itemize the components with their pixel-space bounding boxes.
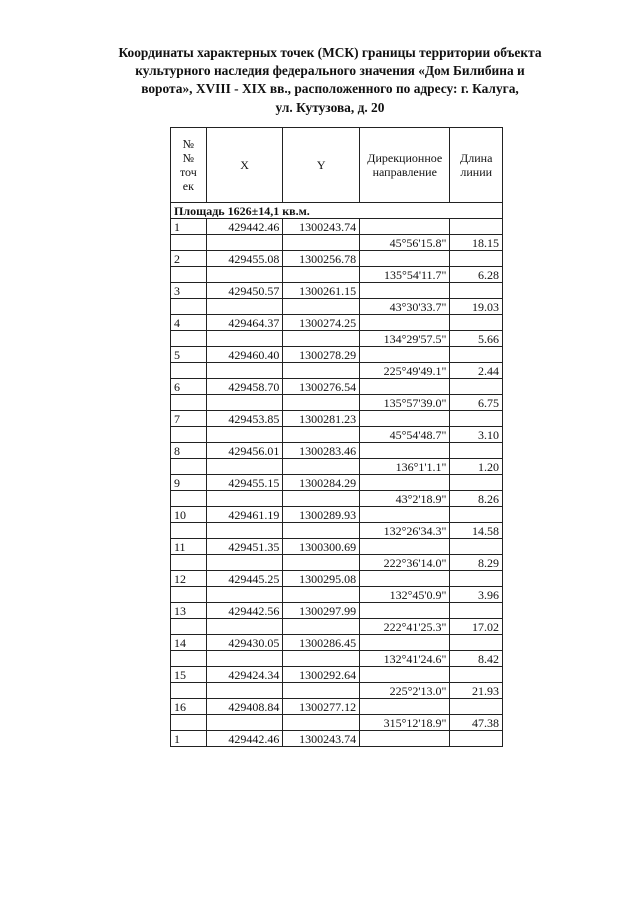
direction-cell: 315°12'18.9" <box>360 715 450 731</box>
table-row-point <box>171 251 503 267</box>
point-number-cell <box>171 267 207 283</box>
direction-cell <box>360 699 450 715</box>
point-number-cell <box>171 331 207 347</box>
direction-cell <box>360 635 450 651</box>
length-cell: 1.20 <box>450 459 503 475</box>
x-coordinate-cell: 429464.37 <box>206 315 283 331</box>
direction-cell: 132°41'24.6" <box>360 651 450 667</box>
y-coordinate-cell: 1300300.69 <box>283 539 360 555</box>
area-value: Площадь 1626±14,1 кв.м. <box>171 203 503 219</box>
table-row-segment <box>171 683 503 699</box>
length-cell <box>450 699 503 715</box>
x-coordinate-cell: 429450.57 <box>206 283 283 299</box>
direction-cell: 222°36'14.0" <box>360 555 450 571</box>
length-cell: 5.66 <box>450 331 503 347</box>
direction-cell <box>360 283 450 299</box>
table-row-segment <box>171 363 503 379</box>
title-line: ворота», XVIII - XIX вв., расположенного по адресу: г. Калуга, <box>141 81 519 97</box>
length-cell <box>450 667 503 683</box>
y-coordinate-cell <box>283 587 360 603</box>
title-line: культурного наследия федерального значения «Дом Билибина и <box>135 63 525 79</box>
length-cell <box>450 251 503 267</box>
table-row-point <box>171 571 503 587</box>
point-number-cell: 5 <box>171 347 207 363</box>
y-coordinate-cell: 1300289.93 <box>283 507 360 523</box>
length-cell <box>450 411 503 427</box>
y-coordinate-cell <box>283 235 360 251</box>
y-coordinate-cell: 1300274.25 <box>283 315 360 331</box>
length-cell: 14.58 <box>450 523 503 539</box>
x-coordinate-cell <box>206 395 283 411</box>
table-row-segment <box>171 555 503 571</box>
length-cell: 18.15 <box>450 235 503 251</box>
direction-cell: 135°54'11.7" <box>360 267 450 283</box>
point-number-cell: 1 <box>171 219 207 235</box>
table-row-segment <box>171 619 503 635</box>
x-coordinate-cell: 429461.19 <box>206 507 283 523</box>
x-coordinate-cell: 429408.84 <box>206 699 283 715</box>
x-coordinate-cell <box>206 651 283 667</box>
length-cell: 6.75 <box>450 395 503 411</box>
x-coordinate-cell <box>206 299 283 315</box>
table-row-point <box>171 603 503 619</box>
length-cell <box>450 219 503 235</box>
y-coordinate-cell <box>283 363 360 379</box>
table-row-point <box>171 667 503 683</box>
header-length: Длина линии <box>450 128 503 203</box>
table-row-segment <box>171 587 503 603</box>
table-row-point <box>171 507 503 523</box>
point-number-cell: 10 <box>171 507 207 523</box>
y-coordinate-cell: 1300286.45 <box>283 635 360 651</box>
x-coordinate-cell: 429455.08 <box>206 251 283 267</box>
x-coordinate-cell <box>206 715 283 731</box>
y-coordinate-cell: 1300297.99 <box>283 603 360 619</box>
direction-cell: 45°56'15.8" <box>360 235 450 251</box>
direction-cell: 132°26'34.3" <box>360 523 450 539</box>
point-number-cell: 16 <box>171 699 207 715</box>
y-coordinate-cell <box>283 267 360 283</box>
x-coordinate-cell <box>206 683 283 699</box>
direction-cell <box>360 571 450 587</box>
document-title <box>100 44 560 117</box>
point-number-cell <box>171 395 207 411</box>
table-row-point <box>171 475 503 491</box>
y-coordinate-cell <box>283 491 360 507</box>
direction-cell: 225°2'13.0" <box>360 683 450 699</box>
header-point-number: № № точ ек <box>171 128 207 203</box>
x-coordinate-cell: 429456.01 <box>206 443 283 459</box>
direction-cell <box>360 251 450 267</box>
x-coordinate-cell: 429442.46 <box>206 731 283 747</box>
y-coordinate-cell: 1300256.78 <box>283 251 360 267</box>
direction-cell <box>360 443 450 459</box>
table-row-point <box>171 283 503 299</box>
length-cell: 8.26 <box>450 491 503 507</box>
y-coordinate-cell <box>283 395 360 411</box>
x-coordinate-cell: 429455.15 <box>206 475 283 491</box>
direction-cell <box>360 603 450 619</box>
x-coordinate-cell <box>206 459 283 475</box>
direction-cell: 222°41'25.3" <box>360 619 450 635</box>
length-cell: 3.96 <box>450 587 503 603</box>
length-cell <box>450 635 503 651</box>
table-row-point <box>171 635 503 651</box>
length-cell: 17.02 <box>450 619 503 635</box>
length-cell <box>450 347 503 363</box>
point-number-cell: 12 <box>171 571 207 587</box>
header-direction: Дирекционное направление <box>360 128 450 203</box>
y-coordinate-cell: 1300284.29 <box>283 475 360 491</box>
x-coordinate-cell: 429453.85 <box>206 411 283 427</box>
direction-cell: 225°49'49.1" <box>360 363 450 379</box>
length-cell: 6.28 <box>450 267 503 283</box>
header-x: X <box>206 128 283 203</box>
point-number-cell: 15 <box>171 667 207 683</box>
y-coordinate-cell: 1300292.64 <box>283 667 360 683</box>
table-row-point <box>171 443 503 459</box>
table-row-point <box>171 379 503 395</box>
table-row-segment <box>171 235 503 251</box>
length-cell <box>450 731 503 747</box>
x-coordinate-cell: 429442.46 <box>206 219 283 235</box>
direction-cell: 132°45'0.9" <box>360 587 450 603</box>
direction-cell: 136°1'1.1" <box>360 459 450 475</box>
y-coordinate-cell <box>283 299 360 315</box>
y-coordinate-cell <box>283 459 360 475</box>
point-number-cell <box>171 427 207 443</box>
point-number-cell: 7 <box>171 411 207 427</box>
length-cell: 3.10 <box>450 427 503 443</box>
point-number-cell: 13 <box>171 603 207 619</box>
table-header-row <box>171 128 503 203</box>
header-y: Y <box>283 128 360 203</box>
y-coordinate-cell: 1300278.29 <box>283 347 360 363</box>
x-coordinate-cell <box>206 363 283 379</box>
point-number-cell: 6 <box>171 379 207 395</box>
table-row-segment <box>171 459 503 475</box>
length-cell: 8.42 <box>450 651 503 667</box>
length-cell <box>450 475 503 491</box>
table-row-point <box>171 699 503 715</box>
length-cell: 2.44 <box>450 363 503 379</box>
direction-cell: 45°54'48.7" <box>360 427 450 443</box>
direction-cell <box>360 475 450 491</box>
direction-cell <box>360 507 450 523</box>
x-coordinate-cell <box>206 587 283 603</box>
y-coordinate-cell <box>283 555 360 571</box>
y-coordinate-cell <box>283 523 360 539</box>
y-coordinate-cell <box>283 427 360 443</box>
point-number-cell: 14 <box>171 635 207 651</box>
point-number-cell: 11 <box>171 539 207 555</box>
direction-cell <box>360 667 450 683</box>
x-coordinate-cell <box>206 235 283 251</box>
x-coordinate-cell <box>206 619 283 635</box>
x-coordinate-cell <box>206 491 283 507</box>
y-coordinate-cell <box>283 715 360 731</box>
table-row-point <box>171 539 503 555</box>
point-number-cell <box>171 235 207 251</box>
y-coordinate-cell: 1300243.74 <box>283 731 360 747</box>
direction-cell: 43°2'18.9" <box>360 491 450 507</box>
x-coordinate-cell <box>206 555 283 571</box>
length-cell: 47.38 <box>450 715 503 731</box>
point-number-cell <box>171 587 207 603</box>
y-coordinate-cell: 1300276.54 <box>283 379 360 395</box>
direction-cell <box>360 315 450 331</box>
x-coordinate-cell: 429442.56 <box>206 603 283 619</box>
point-number-cell <box>171 619 207 635</box>
length-cell <box>450 603 503 619</box>
direction-cell <box>360 347 450 363</box>
direction-cell <box>360 379 450 395</box>
point-number-cell <box>171 459 207 475</box>
direction-cell: 134°29'57.5" <box>360 331 450 347</box>
y-coordinate-cell: 1300283.46 <box>283 443 360 459</box>
table-row-segment <box>171 331 503 347</box>
x-coordinate-cell <box>206 331 283 347</box>
point-number-cell <box>171 491 207 507</box>
point-number-cell: 4 <box>171 315 207 331</box>
point-number-cell <box>171 299 207 315</box>
y-coordinate-cell <box>283 331 360 347</box>
title-line: ул. Кутузова, д. 20 <box>275 99 385 115</box>
y-coordinate-cell: 1300295.08 <box>283 571 360 587</box>
direction-cell <box>360 539 450 555</box>
direction-cell: 43°30'33.7" <box>360 299 450 315</box>
point-number-cell: 2 <box>171 251 207 267</box>
point-number-cell <box>171 683 207 699</box>
point-number-cell <box>171 363 207 379</box>
point-number-cell <box>171 555 207 571</box>
x-coordinate-cell: 429430.05 <box>206 635 283 651</box>
table-row-segment <box>171 427 503 443</box>
length-cell: 19.03 <box>450 299 503 315</box>
y-coordinate-cell: 1300243.74 <box>283 219 360 235</box>
table-row-point <box>171 219 503 235</box>
length-cell <box>450 379 503 395</box>
area-row <box>171 203 503 219</box>
y-coordinate-cell <box>283 683 360 699</box>
x-coordinate-cell: 429458.70 <box>206 379 283 395</box>
table-row-segment <box>171 267 503 283</box>
y-coordinate-cell: 1300261.15 <box>283 283 360 299</box>
length-cell <box>450 443 503 459</box>
table-row-segment <box>171 299 503 315</box>
length-cell: 21.93 <box>450 683 503 699</box>
point-number-cell <box>171 523 207 539</box>
point-number-cell <box>171 715 207 731</box>
direction-cell <box>360 411 450 427</box>
table-row-segment <box>171 491 503 507</box>
y-coordinate-cell: 1300281.23 <box>283 411 360 427</box>
table-row-segment <box>171 715 503 731</box>
length-cell <box>450 315 503 331</box>
length-cell <box>450 571 503 587</box>
x-coordinate-cell <box>206 523 283 539</box>
direction-cell <box>360 219 450 235</box>
point-number-cell: 8 <box>171 443 207 459</box>
x-coordinate-cell <box>206 267 283 283</box>
x-coordinate-cell <box>206 427 283 443</box>
table-row-point <box>171 315 503 331</box>
table-row-segment <box>171 395 503 411</box>
point-number-cell: 9 <box>171 475 207 491</box>
title-line: Координаты характерных точек (МСК) границы территории объекта <box>118 45 542 60</box>
point-number-cell <box>171 651 207 667</box>
point-number-cell: 3 <box>171 283 207 299</box>
length-cell <box>450 539 503 555</box>
x-coordinate-cell: 429451.35 <box>206 539 283 555</box>
length-cell: 8.29 <box>450 555 503 571</box>
table-row-segment <box>171 523 503 539</box>
length-cell <box>450 283 503 299</box>
x-coordinate-cell: 429445.25 <box>206 571 283 587</box>
point-number-cell: 1 <box>171 731 207 747</box>
table-row-segment <box>171 651 503 667</box>
y-coordinate-cell <box>283 619 360 635</box>
direction-cell: 135°57'39.0" <box>360 395 450 411</box>
table-row-point <box>171 731 503 747</box>
y-coordinate-cell: 1300277.12 <box>283 699 360 715</box>
x-coordinate-cell: 429460.40 <box>206 347 283 363</box>
table-row-point <box>171 411 503 427</box>
y-coordinate-cell <box>283 651 360 667</box>
direction-cell <box>360 731 450 747</box>
length-cell <box>450 507 503 523</box>
x-coordinate-cell: 429424.34 <box>206 667 283 683</box>
table-row-point <box>171 347 503 363</box>
coordinates-table <box>170 127 503 747</box>
